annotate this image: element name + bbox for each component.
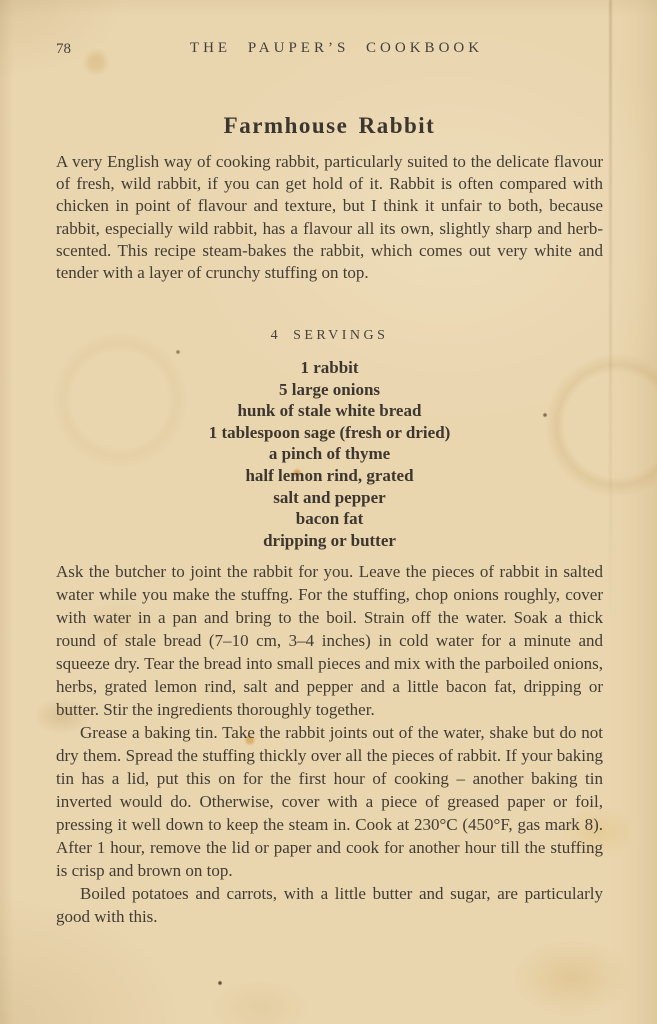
- ingredient-item: hunk of stale white bread: [237, 401, 422, 421]
- method-section: [56, 560, 603, 928]
- ingredient-item: dripping or butter: [263, 530, 396, 550]
- ingredient-item: bacon fat: [295, 509, 364, 529]
- method-paragraph: Grease a baking tin. Take the rabbit joints out of the water, shake but do not dry them. Spread the stuffing thickly over all the pieces of rabbit. If your baking tin has a lid, put this on for the first hour of cooking – another baking tin inverted would do. Otherwise, cover with a piece of greased paper or foil, pressing it well down to keep the steam in. Cook at 230°C (450°F, gas mark 8). After 1 hour, remove the lid or paper and cook for another hour till the stuffing is crisp and brown on top.: [56, 723, 603, 880]
- page-header: [56, 40, 603, 60]
- ingredient-item: a pinch of thyme: [268, 444, 391, 464]
- recipe-title: Farmhouse Rabbit: [223, 113, 436, 138]
- ingredient-item: half lemon rind, grated: [245, 465, 414, 485]
- method-paragraph: Ask the butcher to joint the rabbit for you. Leave the pieces of rabbit in salted water while you make the stuffng. For the stuffing, chop onions roughly, cover with water in a pan and bring to the boil. Strain off the water. Soak a thick round of stale bread (7–10 cm, 3–4 inches) in cold water for a minute and squeeze dry. Tear the bread into small pieces and mix with the parboiled onions, herbs, grated lemon rind, salt and pepper and a little bacon fat, dripping or butter. Stir the ingredients thoroughly together.: [56, 562, 603, 719]
- servings-heading: 4 SERVINGS: [270, 328, 389, 343]
- running-title: THE PAUPER’S COOKBOOK: [189, 40, 484, 56]
- ingredient-item: 1 rabbit: [300, 358, 359, 377]
- ingredient-item: salt and pepper: [273, 487, 386, 507]
- method-paragraph: Boiled potatoes and carrots, with a little butter and sugar, are particularly good with this.: [56, 884, 603, 926]
- ingredient-item: 1 tablespoon sage (fresh or dried): [208, 422, 451, 442]
- ingredient-item: 5 large onions: [278, 379, 381, 399]
- recipe-intro: A very English way of cooking rabbit, particularly suited to the delicate flavour of fresh, wild rabbit, if you can get hold of it. Rabbit is often compared with chicken in point of flavour and texture, but I think it unfair to both, because rabbit, especially wild rabbit, has a flavour all its own, slightly sharp and herb-scented. This recipe steam-bakes the rabbit, which comes out very white and tender with a layer of crunchy stuffing on top.: [56, 152, 603, 283]
- page-crease: [609, 0, 612, 620]
- ingredients-list: [56, 357, 603, 551]
- page-number: 78: [56, 41, 71, 57]
